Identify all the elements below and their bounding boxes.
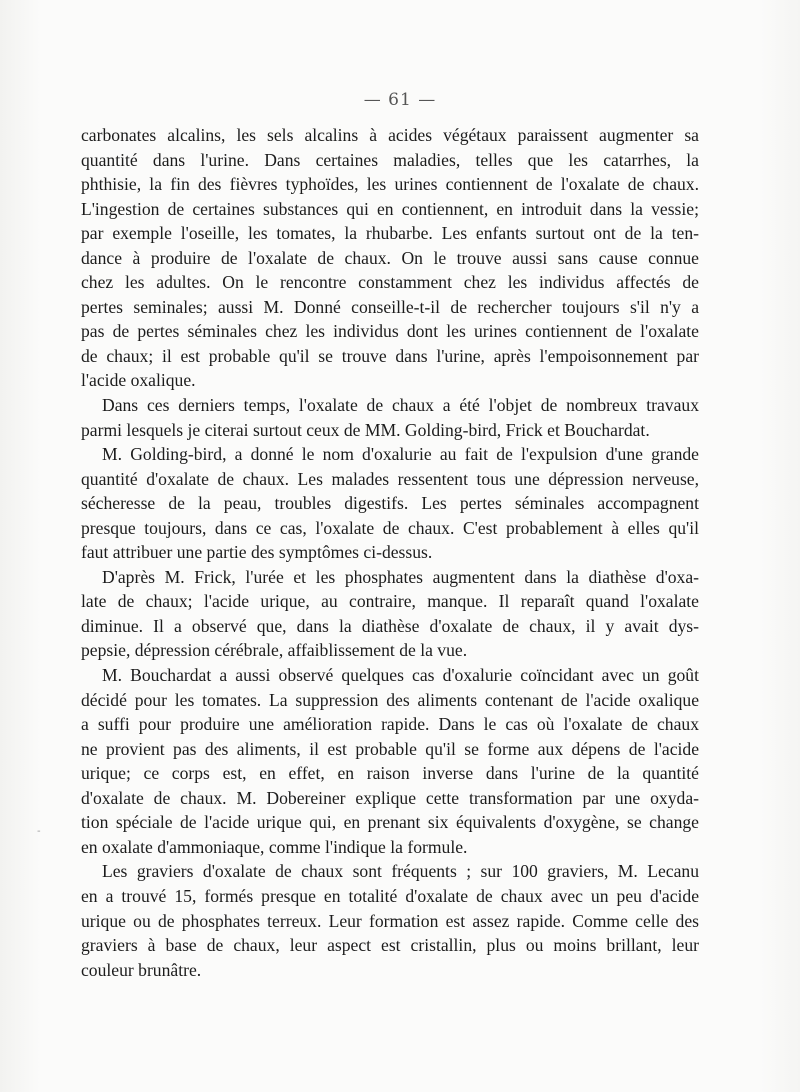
text-line: par exemple l'oseille, les tomates, la rhubarbe. Les enfants surtout ont de la ten- bbox=[81, 223, 699, 244]
text-line: l'acide oxalique. bbox=[81, 370, 196, 391]
text-line: parmi lesquels je citerai surtout ceux de MM. Golding-bird, Frick et Bouchardat. bbox=[81, 419, 650, 440]
text-line: M. Golding-bird, a donné le nom d'oxalurie au fait de l'expulsion d'une grande bbox=[102, 444, 699, 465]
text-line: urique ou de phosphates terreux. Leur formation est assez rapide. Comme celle des bbox=[81, 910, 699, 931]
text-line: presque toujours, dans ce cas, l'oxalate de chaux. C'est probablement à elles qu'il bbox=[81, 517, 699, 538]
page-number: — 61 — bbox=[363, 90, 437, 110]
text-line: en a trouvé 15, formés presque en totalité d'oxalate de chaux avec un peu d'acide bbox=[81, 885, 699, 906]
text-line: pertes seminales; aussi M. Donné conseille-t-il de rechercher toujours s'il n'y a bbox=[81, 296, 699, 317]
paragraph bbox=[81, 663, 699, 859]
paragraph bbox=[81, 442, 699, 565]
text-line: Dans ces derniers temps, l'oxalate de chaux a été l'objet de nombreux travaux bbox=[102, 395, 699, 416]
body-text bbox=[81, 123, 699, 982]
text-line: sécheresse de la peau, troubles digestifs. Les pertes séminales accompagnent bbox=[81, 493, 699, 514]
text-line: graviers à base de chaux, leur aspect est cristallin, plus ou moins brillant, leur bbox=[81, 935, 699, 956]
paragraph bbox=[81, 565, 699, 663]
text-line: faut attribuer une partie des symptômes ci-dessus. bbox=[81, 542, 433, 563]
text-line: quantité dans l'urine. Dans certaines maladies, telles que les catarrhes, la bbox=[81, 149, 699, 170]
text-line: de chaux; il est probable qu'il se trouve dans l'urine, après l'empoisonnement par bbox=[81, 345, 699, 366]
text-line: M. Bouchardat a aussi observé quelques cas d'oxalurie coïncidant avec un goût bbox=[102, 665, 699, 686]
paragraph bbox=[81, 123, 699, 393]
paragraph bbox=[81, 393, 699, 442]
text-line: phthisie, la fin des fièvres typhoïdes, les urines contiennent de l'oxalate de chaux. bbox=[81, 174, 699, 195]
text-line: D'après M. Frick, l'urée et les phosphates augmentent dans la diathèse d'oxa- bbox=[102, 566, 699, 587]
text-line: late de chaux; l'acide urique, au contraire, manque. Il reparaît quand l'oxalate bbox=[81, 591, 699, 612]
text-line: en oxalate d'ammoniaque, comme l'indique la formule. bbox=[81, 836, 468, 857]
text-line: quantité d'oxalate de chaux. Les malades ressentent tous une dépression nerveuse, bbox=[81, 468, 699, 489]
text-line: carbonates alcalins, les sels alcalins à acides végétaux paraissent augmenter sa bbox=[81, 125, 699, 145]
text-line: ne provient pas des aliments, il est probable qu'il se forme aux dépens de l'acide bbox=[81, 738, 699, 759]
text-line: a suffi pour produire une amélioration rapide. Dans le cas où l'oxalate de chaux bbox=[81, 714, 699, 735]
text-line: décidé pour les tomates. La suppression des aliments contenant de l'acide oxalique bbox=[81, 689, 699, 710]
paragraph bbox=[81, 859, 699, 982]
margin-mark: - bbox=[37, 826, 41, 837]
text-line: d'oxalate de chaux. M. Dobereiner explique cette transformation par une oxyda- bbox=[81, 787, 699, 808]
text-line: urique; ce corps est, en effet, en raison inverse dans l'urine de la quantité bbox=[81, 763, 699, 784]
text-line: couleur brunâtre. bbox=[81, 959, 202, 980]
text-line: tion spéciale de l'acide urique qui, en prenant six équivalents d'oxygène, se change bbox=[81, 812, 699, 833]
text-line: Les graviers d'oxalate de chaux sont fréquents ; sur 100 graviers, M. Lecanu bbox=[102, 861, 699, 882]
text-line: L'ingestion de certaines substances qui en contiennent, en introduit dans la vessie; bbox=[81, 198, 699, 219]
text-line: chez les adultes. On le rencontre constamment chez les individus affectés de bbox=[81, 272, 699, 293]
text-line: dance à produire de l'oxalate de chaux. On le trouve aussi sans cause connue bbox=[81, 247, 699, 268]
text-line: pas de pertes séminales chez les individus dont les urines contiennent de l'oxalate bbox=[81, 321, 699, 342]
text-line: diminue. Il a observé que, dans la diathèse d'oxalate de chaux, il y avait dys- bbox=[81, 615, 699, 636]
text-line: pepsie, dépression cérébrale, affaiblissement de la vue. bbox=[81, 640, 468, 661]
